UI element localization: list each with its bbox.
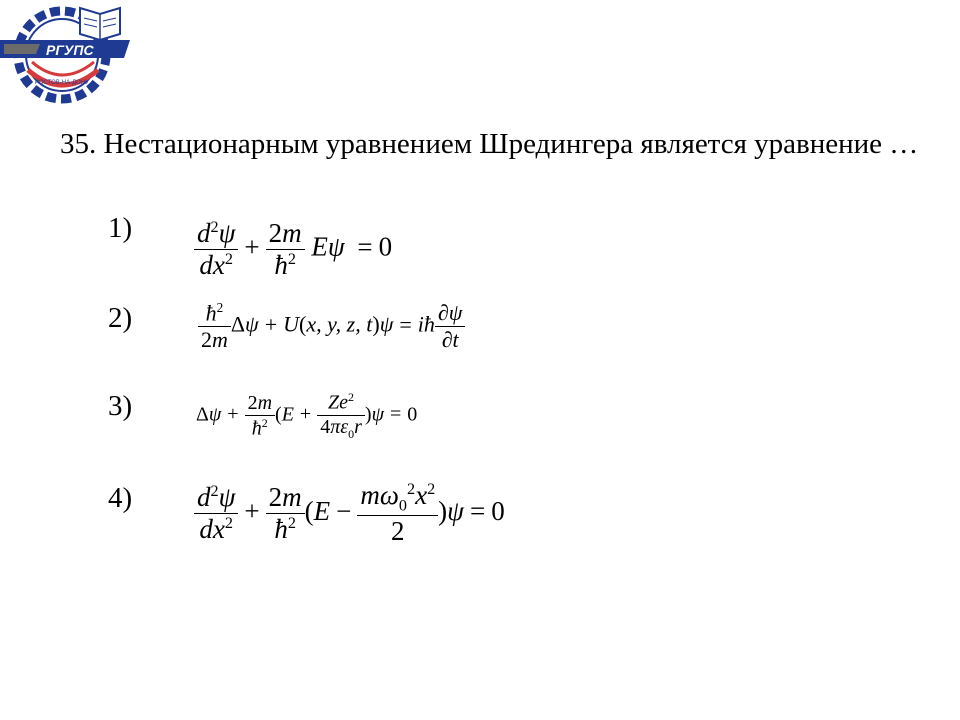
option-4-label: 4) — [108, 482, 133, 514]
equation-3: Δψ + $\frac{2m}{ħ^2}$ (E + $\frac{Ze^2}{4\pi\varepsilon_0r}$ )ψ = 0 — [196, 390, 418, 441]
option-3-label: 3) — [108, 390, 133, 422]
equation-1: $\frac{d^2\psi}{dx^2}$ + $\frac{2m}{ħ^2}$ Eψ = 0 — [194, 218, 392, 281]
logo-subtext: РОСТОВ-НА-ДОНУ — [35, 80, 89, 86]
option-1-label: 1) — [108, 212, 133, 244]
logo-text: РГУПС — [46, 42, 94, 58]
university-logo — [0, 0, 140, 110]
option-2-label: 2) — [108, 302, 133, 334]
equation-2: $\frac{ħ^2}{2m}$ Δψ + U(x, y, z, t)ψ = iħ $\frac{\partial\psi}{\partial t}$ — [198, 300, 465, 353]
question-text: 35. Нестационарным уравнением Шредингера является уравнение … — [60, 128, 919, 160]
equation-4: $\frac{d^2\psi}{dx^2}$ + $\frac{2m}{ħ^2}$ (E − $\frac{m\omega_0^2x^2}{2}$ )ψ = 0 — [194, 480, 505, 547]
